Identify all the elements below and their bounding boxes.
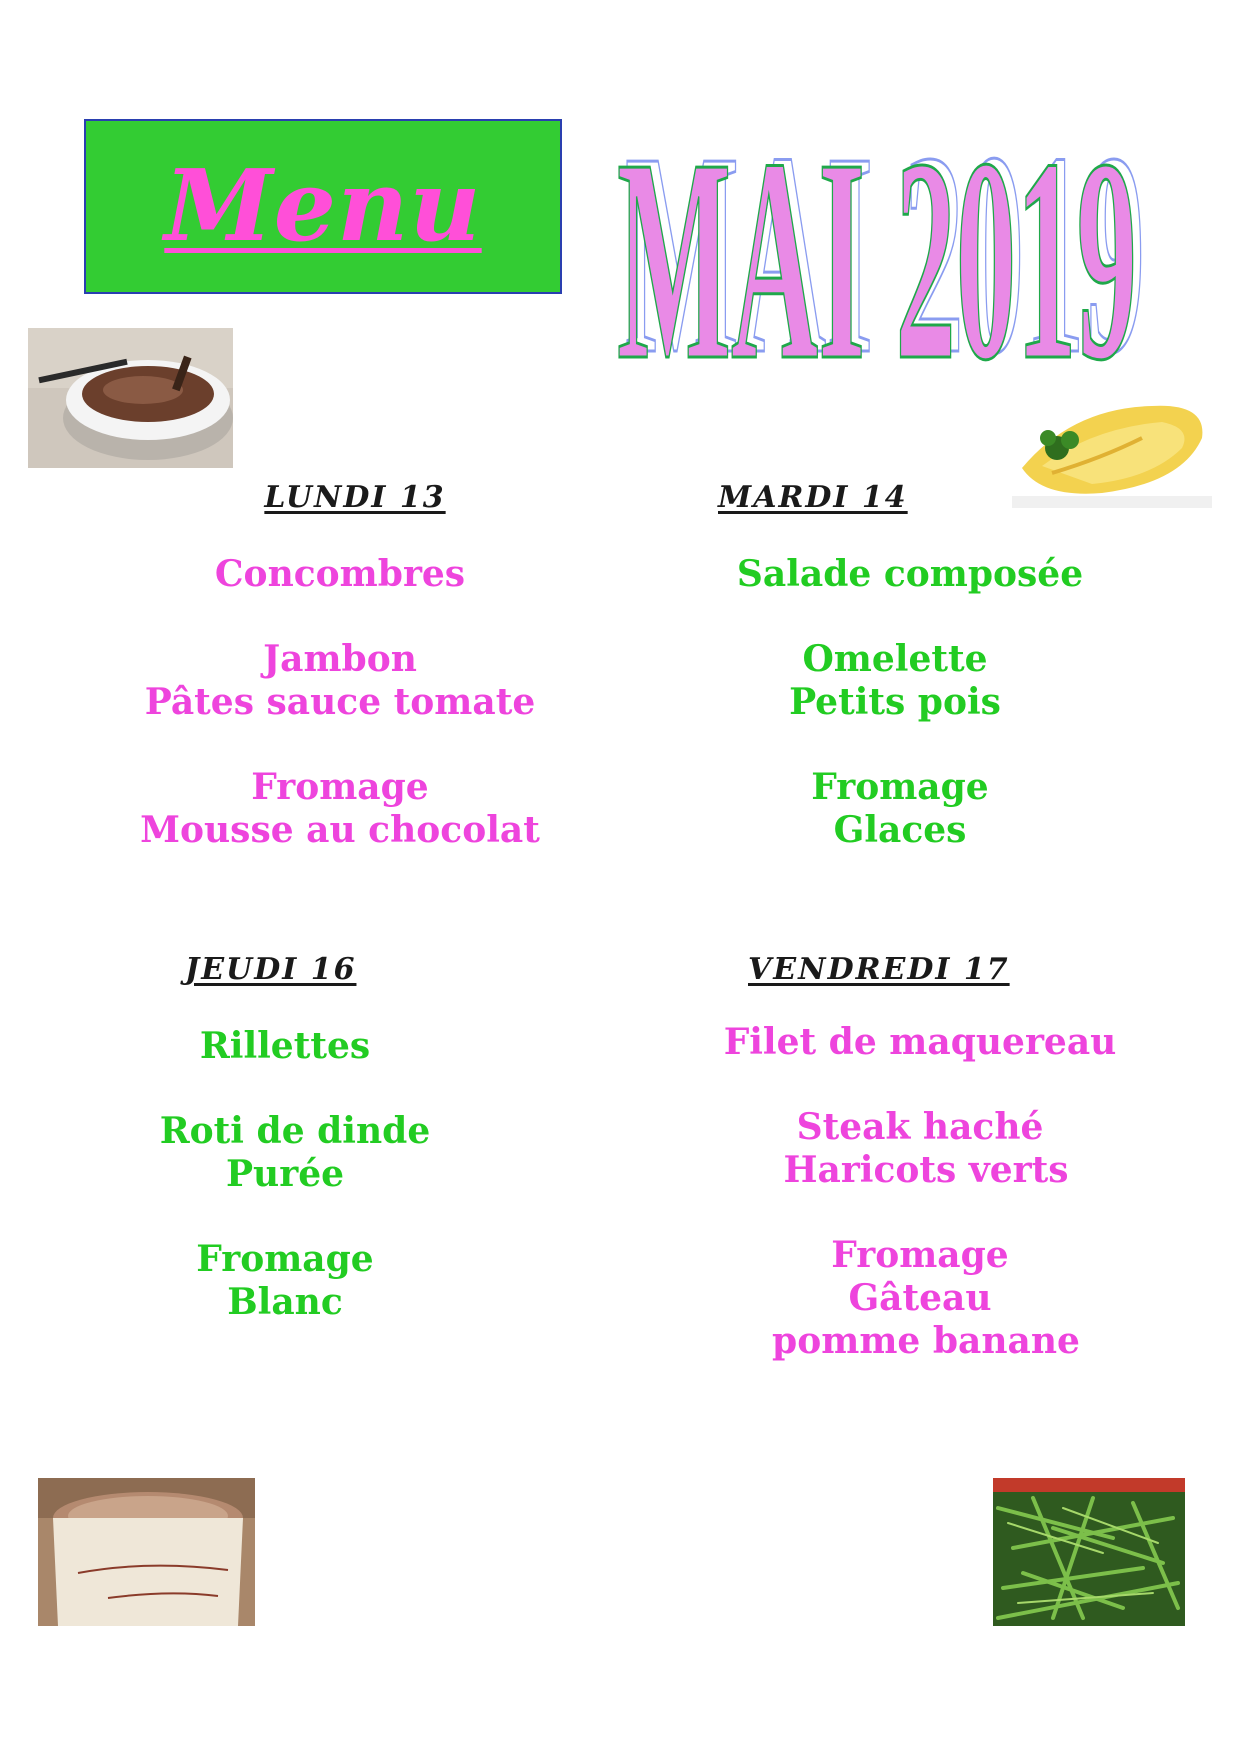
dessert-vendredi: Gâteau	[848, 1277, 992, 1319]
starter-mardi: Salade composée	[736, 553, 1084, 595]
svg-text:MAI 2019: MAI 2019	[617, 132, 1137, 367]
side-dish-jeudi: Purée	[225, 1153, 345, 1195]
day-mardi	[690, 480, 1130, 852]
cheese-mardi: Fromage	[811, 766, 989, 808]
day-vendredi	[700, 952, 1140, 1363]
cheese-jeudi: Fromage	[196, 1238, 374, 1280]
starter-vendredi: Filet de maquereau	[723, 1021, 1117, 1063]
day-title-lundi: LUNDI 13	[264, 480, 446, 515]
cheese-vendredi: Fromage	[831, 1234, 1009, 1276]
month-title	[605, 132, 1145, 367]
mousse-au-chocolat-photo	[28, 328, 233, 468]
day-lundi	[120, 480, 560, 852]
starter-lundi: Concombres	[214, 553, 466, 595]
main-dish-jeudi: Roti de dinde	[159, 1110, 431, 1152]
starter-jeudi: Rillettes	[199, 1025, 371, 1067]
main-dish-lundi: Jambon	[263, 638, 417, 680]
side-dish-lundi: Pâtes sauce tomate	[144, 681, 536, 723]
dessert-detail-vendredi: pomme banane	[772, 1320, 1080, 1362]
main-dish-vendredi: Steak haché	[796, 1106, 1044, 1148]
side-dish-vendredi: Haricots verts	[783, 1149, 1069, 1191]
day-title-jeudi: JEUDI 16	[185, 952, 357, 987]
day-jeudi	[95, 952, 475, 1324]
main-dish-mardi: Omelette	[802, 638, 988, 680]
svg-text:MAI 2019: MAI 2019	[625, 132, 1145, 367]
day-title-vendredi: VENDREDI 17	[748, 952, 1010, 987]
dessert-lundi: Mousse au chocolat	[140, 809, 540, 851]
menu-title: Menu	[164, 148, 482, 264]
day-title-mardi: MARDI 14	[718, 480, 908, 515]
menu-banner	[84, 119, 562, 294]
dessert-mardi: Glaces	[833, 809, 967, 851]
cheese-lundi: Fromage	[251, 766, 429, 808]
rillettes-photo	[38, 1478, 255, 1626]
dessert-jeudi: Blanc	[227, 1281, 343, 1323]
green-beans-photo	[993, 1478, 1185, 1626]
side-dish-mardi: Petits pois	[789, 681, 1001, 723]
